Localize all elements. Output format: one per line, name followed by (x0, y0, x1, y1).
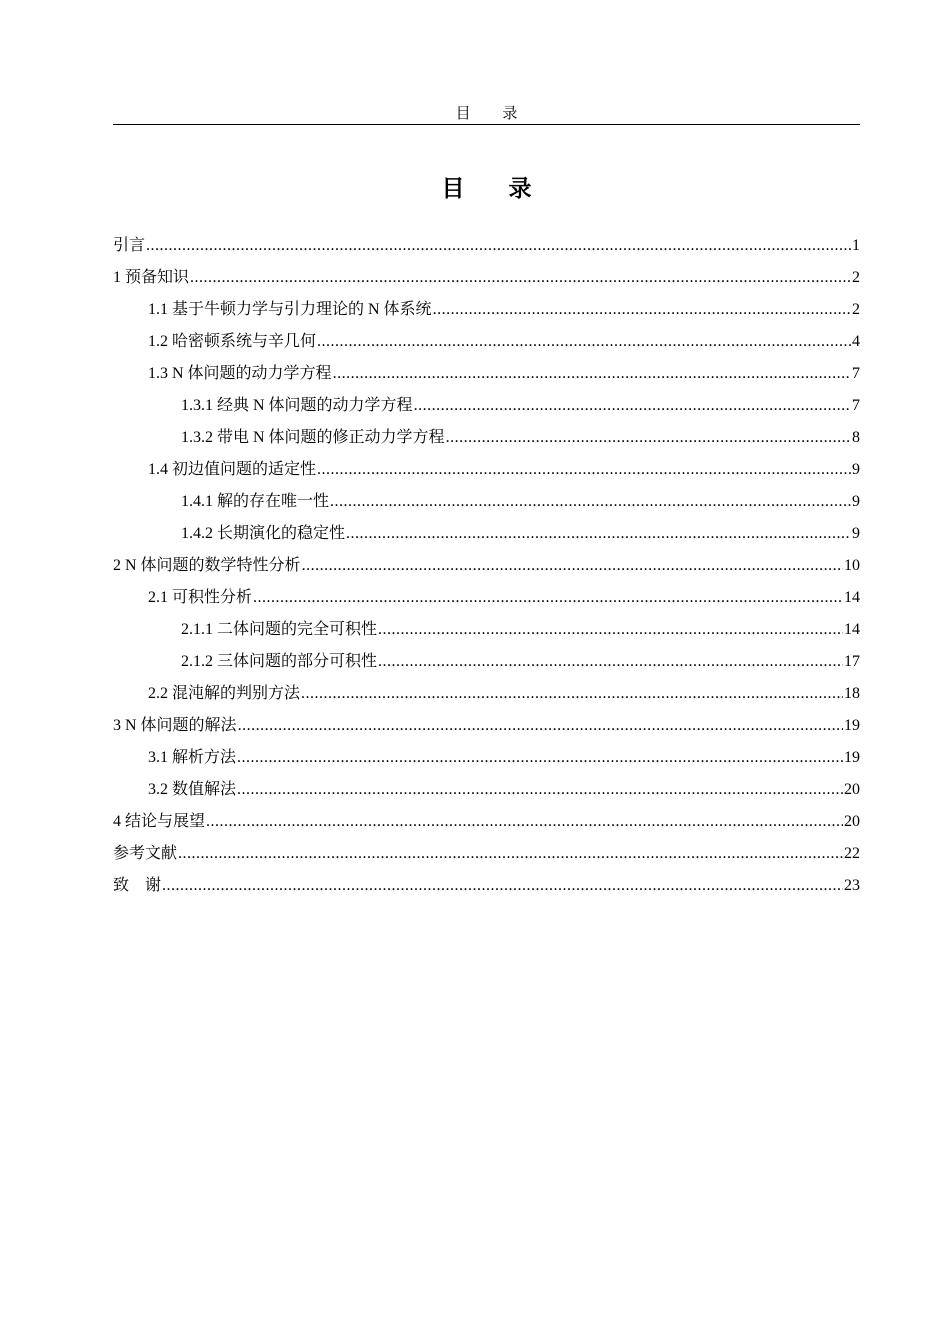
toc-entry-label: 参考文献 (113, 845, 178, 862)
toc-entry-label: 2.1 可积性分析 (148, 589, 253, 606)
toc-dot-leader (253, 582, 843, 614)
toc-entry-page-number: 7 (852, 365, 860, 382)
toc-entry-page-number: 2 (852, 269, 860, 286)
toc-dot-leader (146, 230, 851, 262)
toc-dot-leader (330, 486, 851, 518)
page-title: 目 录 (441, 176, 550, 202)
toc-entry-page-number: 9 (852, 525, 860, 542)
toc-entry[interactable] (113, 614, 860, 646)
toc-entry[interactable] (113, 358, 860, 390)
toc-entry-label: 1.2 哈密顿系统与辛几何 (148, 333, 317, 350)
toc-entry[interactable] (113, 326, 860, 358)
toc-dot-leader (433, 294, 851, 326)
toc-entry[interactable] (113, 742, 860, 774)
toc-entry-page-number: 9 (852, 493, 860, 510)
toc-entry[interactable] (113, 294, 860, 326)
toc-entry-label: 致 谢 (113, 877, 162, 894)
toc-entry-label: 1.3.2 带电 N 体问题的修正动力学方程 (181, 429, 445, 446)
toc-entry-page-number: 10 (844, 557, 860, 574)
toc-entry[interactable] (113, 454, 860, 486)
toc-entry-page-number: 19 (844, 717, 860, 734)
toc-dot-leader (162, 870, 843, 902)
toc-entry[interactable] (113, 870, 860, 902)
toc-entry-label: 1.4 初边值问题的适定性 (148, 461, 317, 478)
toc-entry-page-number: 14 (844, 589, 860, 606)
toc-dot-leader (333, 358, 851, 390)
toc-entry[interactable] (113, 230, 860, 262)
toc-dot-leader (317, 454, 851, 486)
toc-dot-leader (206, 806, 843, 838)
toc-entry-label: 2 N 体问题的数学特性分析 (113, 557, 301, 574)
toc-entry[interactable] (113, 390, 860, 422)
toc-entry[interactable] (113, 838, 860, 870)
toc-entry-label: 1.1 基于牛顿力学与引力理论的 N 体系统 (148, 301, 432, 318)
toc-entry-page-number: 19 (844, 749, 860, 766)
toc-entry-label: 1 预备知识 (113, 269, 190, 286)
toc-dot-leader (178, 838, 843, 870)
toc-entry[interactable] (113, 774, 860, 806)
toc-entry[interactable] (113, 710, 860, 742)
toc-entry-page-number: 20 (844, 781, 860, 798)
toc-entry-label: 2.1.2 三体问题的部分可积性 (181, 653, 378, 670)
toc-entry-page-number: 22 (844, 845, 860, 862)
toc-entry-page-number: 14 (844, 621, 860, 638)
toc-entry-label: 1.3.1 经典 N 体问题的动力学方程 (181, 397, 413, 414)
toc-entry-label: 1.4.1 解的存在唯一性 (181, 493, 330, 510)
toc-entry-page-number: 9 (852, 461, 860, 478)
toc-entry-page-number: 23 (844, 877, 860, 894)
toc-dot-leader (301, 678, 843, 710)
toc-entry-label: 引言 (113, 237, 146, 254)
table-of-contents (113, 230, 860, 902)
toc-entry-label: 4 结论与展望 (113, 813, 206, 830)
toc-entry[interactable] (113, 678, 860, 710)
toc-entry-page-number: 7 (852, 397, 860, 414)
toc-entry-page-number: 18 (844, 685, 860, 702)
toc-entry-page-number: 4 (852, 333, 860, 350)
toc-entry[interactable] (113, 582, 860, 614)
toc-entry-label: 1.3 N 体问题的动力学方程 (148, 365, 332, 382)
toc-dot-leader (238, 710, 843, 742)
toc-dot-leader (446, 422, 851, 454)
toc-dot-leader (302, 550, 843, 582)
toc-entry[interactable] (113, 550, 860, 582)
toc-dot-leader (317, 326, 851, 358)
toc-entry[interactable] (113, 422, 860, 454)
toc-entry-label: 1.4.2 长期演化的稳定性 (181, 525, 346, 542)
toc-entry-page-number: 8 (852, 429, 860, 446)
toc-entry-page-number: 17 (844, 653, 860, 670)
toc-dot-leader (190, 262, 851, 294)
toc-entry[interactable] (113, 486, 860, 518)
toc-dot-leader (237, 742, 843, 774)
toc-entry-label: 3.2 数值解法 (148, 781, 237, 798)
toc-entry[interactable] (113, 646, 860, 678)
toc-dot-leader (378, 614, 843, 646)
toc-entry-label: 3 N 体问题的解法 (113, 717, 237, 734)
toc-entry-label: 2.2 混沌解的判别方法 (148, 685, 301, 702)
toc-entry[interactable] (113, 518, 860, 550)
running-header: 目 录 (455, 106, 532, 122)
toc-entry-label: 3.1 解析方法 (148, 749, 237, 766)
toc-entry[interactable] (113, 262, 860, 294)
header-rule (113, 124, 860, 125)
toc-dot-leader (414, 390, 851, 422)
toc-dot-leader (237, 774, 843, 806)
toc-entry-page-number: 1 (852, 237, 860, 254)
toc-dot-leader (378, 646, 843, 678)
toc-entry[interactable] (113, 806, 860, 838)
toc-entry-page-number: 20 (844, 813, 860, 830)
toc-entry-page-number: 2 (852, 301, 860, 318)
toc-dot-leader (346, 518, 851, 550)
toc-entry-label: 2.1.1 二体问题的完全可积性 (181, 621, 378, 638)
